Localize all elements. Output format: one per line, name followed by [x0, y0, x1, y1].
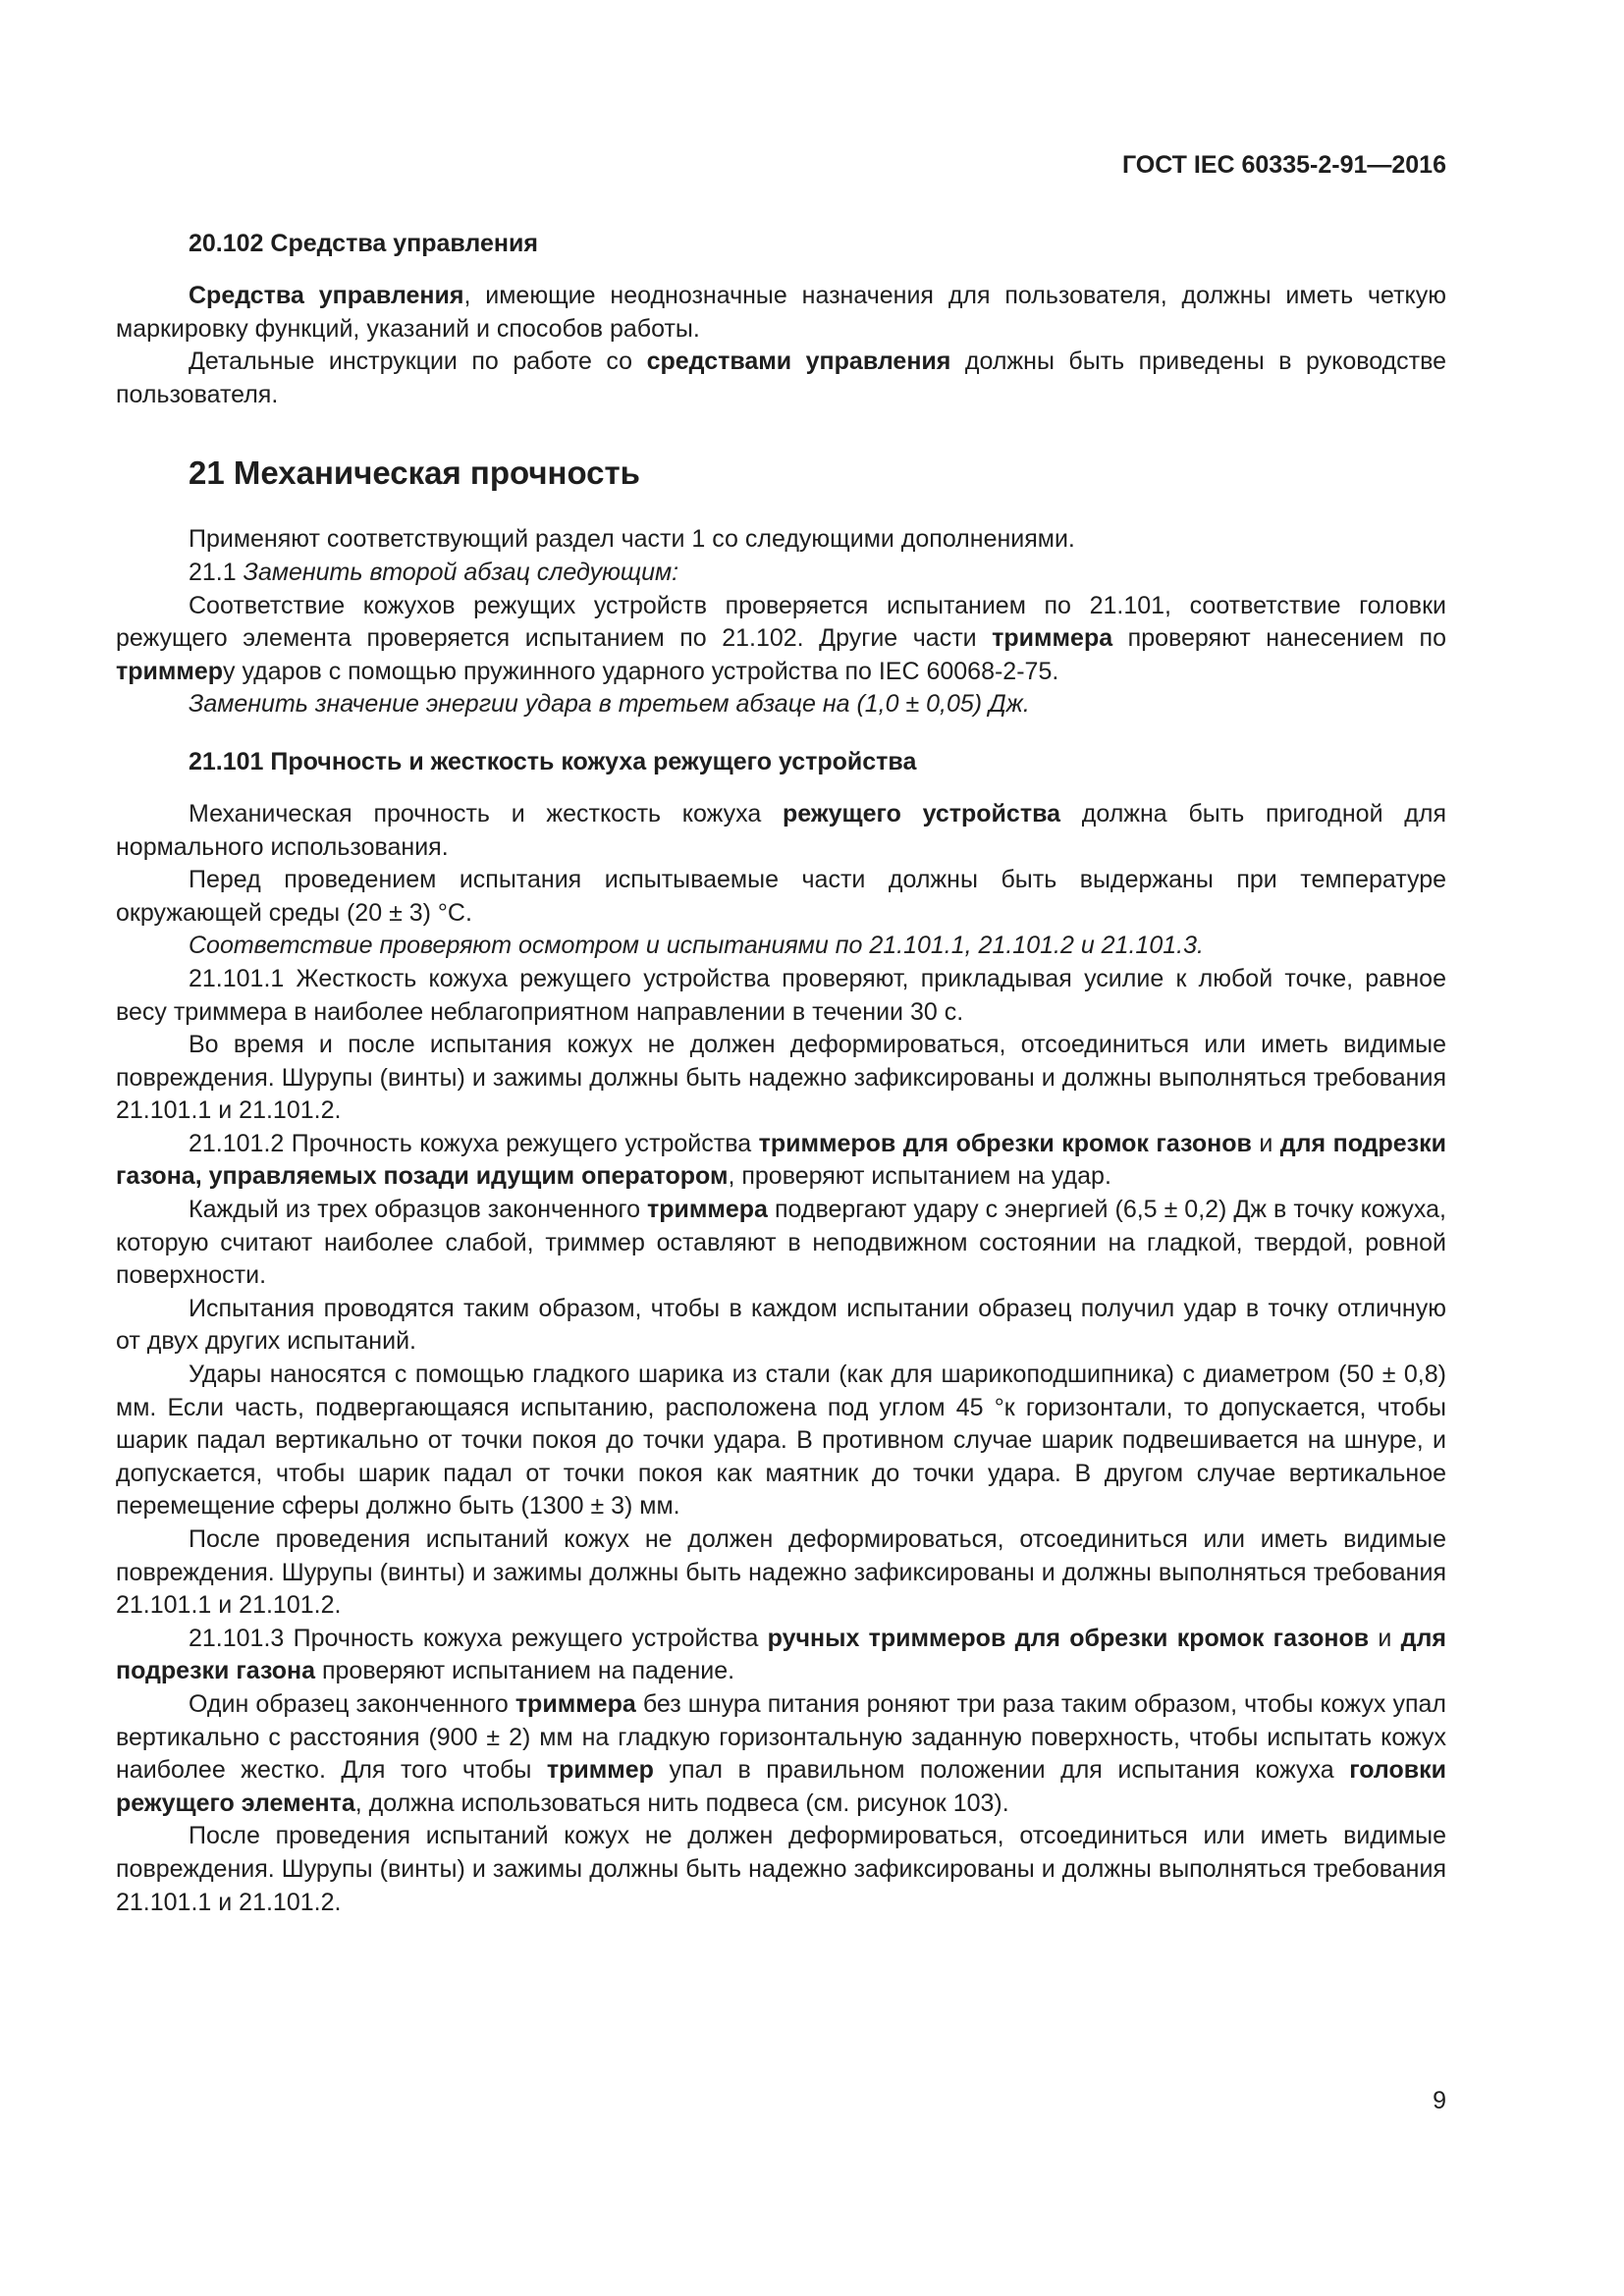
text-run: и: [1251, 1129, 1280, 1157]
text-run: Соответствие кожухов режущих устройств проверяется испытанием по 21.101, соответствие головки режущего элемента проверяется испытанием по 21.102. Другие части: [116, 591, 1446, 653]
text-run: без шнура питания роняют три раза таким образом, чтобы кожух упал вертикально с расстояния (900 ± 2) мм на гладкую горизонтальную заданную поверхность, чтобы испытать кожух наиболее жестко. Для того чтобы: [116, 1689, 1446, 1785]
paragraph: [116, 557, 1446, 590]
text-run: упал в правильном положении для испытания кожуха: [653, 1756, 1350, 1785]
text-run: , должна использоваться нить подвеса (см. рисунок 103).: [354, 1789, 1009, 1817]
paragraph: [116, 1194, 1446, 1293]
italic-text: Соответствие проверяют осмотром и испытаниями по 21.101.1, 21.101.2 и 21.101.3.: [189, 932, 1204, 960]
text-run: должна быть пригодной для нормального использования.: [116, 799, 1446, 861]
text-run: должны быть приведены в руководстве пользователя.: [116, 347, 1447, 408]
paragraph: [116, 590, 1446, 689]
italic-text: Заменить второй абзац следующим:: [243, 558, 679, 586]
paragraph: [116, 1359, 1446, 1523]
heading-20-102: 20.102 Средства управления: [189, 230, 538, 257]
paragraph: [116, 930, 1446, 963]
bold-term: триммер: [546, 1756, 654, 1785]
bold-term: триммера: [647, 1196, 768, 1224]
paragraph: [116, 1820, 1446, 1919]
text-run: Перед проведением испытания испытываемые части должны быть выдержаны при температуре окружающей среды (20 ± 3) °С.: [116, 866, 1446, 927]
text-run: После проведения испытаний кожух не должен деформироваться, отсоединиться или иметь видимые повреждения. Шурупы (винты) и зажимы должны быть надежно зафиксированы и должны выполняться требования 21.101.1 и 21.101.2.: [116, 1822, 1446, 1916]
text-run: Детальные инструкции по работе со: [189, 347, 647, 376]
paragraph: [116, 1688, 1446, 1820]
text-run: Во время и после испытания кожух не должен деформироваться, отсоединиться или иметь видимые повреждения. Шурупы (винты) и зажимы должны быть надежно зафиксированы и должны выполняться требования 21.101.1 и 21.101.2.: [116, 1031, 1446, 1125]
paragraph: [116, 1128, 1446, 1194]
text-run: у ударов с помощью пружинного ударного устройства по IEC 60068-2-75.: [223, 657, 1059, 685]
paragraph: [116, 688, 1446, 721]
text-run: , проверяют испытанием на удар.: [728, 1162, 1111, 1191]
paragraph: [116, 346, 1446, 411]
text-run: подвергают удару с энергией (6,5 ± 0,2) Дж в точку кожуха, которую считают наиболее слабой, триммер оставляют в неподвижном состоянии на гладкой, твердой, ровной поверхности.: [116, 1196, 1446, 1290]
text-run: 21.101.2 Прочность кожуха режущего устройства: [189, 1129, 759, 1157]
paragraph: [116, 798, 1446, 864]
bold-term: триммеров для обрезки кромок газонов: [758, 1129, 1252, 1157]
text-run: Каждый из трех образцов законченного: [189, 1196, 648, 1224]
text-run: Испытания проводятся таким образом, чтобы в каждом испытании образец получил удар в точку отличную от двух других испытаний.: [116, 1294, 1446, 1356]
italic-text: Заменить значение энергии удара в третьем абзаце на (1,0 ± 0,05) Дж.: [189, 690, 1030, 719]
text-run: Один образец законченного: [189, 1689, 515, 1718]
text-run: Механическая прочность и жесткость кожуха: [189, 799, 784, 828]
section-21-101-body: [116, 798, 1446, 1919]
text-run: и: [1369, 1624, 1401, 1652]
paragraph: [116, 523, 1446, 557]
heading-21: 21 Механическая прочность: [189, 454, 640, 492]
paragraph: [116, 280, 1446, 346]
bold-term: триммер: [116, 657, 224, 685]
bold-term: триммера: [992, 624, 1113, 653]
paragraph: [116, 1293, 1446, 1359]
paragraph: [116, 1623, 1446, 1688]
document-body: [116, 227, 1446, 1919]
paragraph: [116, 864, 1446, 930]
bold-term: для подрезки газона: [116, 1624, 1446, 1685]
heading-21-101: 21.101 Прочность и жесткость кожуха режущего устройства: [189, 747, 917, 775]
text-run: После проведения испытаний кожух не должен деформироваться, отсоединиться или иметь видимые повреждения. Шурупы (винты) и зажимы должны быть надежно зафиксированы и должны выполняться требования 21.101.1 и 21.101.2.: [116, 1525, 1446, 1620]
paragraph: [116, 1029, 1446, 1128]
bold-term: головки режущего элемента: [116, 1756, 1446, 1817]
text-run: проверяют нанесением по: [1112, 624, 1446, 653]
paragraph: [116, 963, 1446, 1029]
text-run: , имеющие неоднозначные назначения для пользователя, должны иметь четкую маркировку функций, указаний и способов работы.: [116, 282, 1447, 343]
text-run: Применяют соответствующий раздел части 1 со следующими дополнениями.: [189, 525, 1075, 554]
text-run: 21.1: [189, 558, 244, 586]
page-number: 9: [1433, 2087, 1446, 2114]
bold-term: Средства управления: [189, 282, 464, 309]
bold-term: триммера: [514, 1689, 636, 1718]
bold-term: для подрезки газона, управляемых позади идущим оператором: [116, 1129, 1446, 1191]
bold-term: режущего устройства: [783, 799, 1061, 828]
text-run: 21.101.3 Прочность кожуха режущего устройства: [189, 1624, 768, 1652]
document-code-header: ГОСТ IEC 60335-2-91—2016: [1121, 151, 1446, 179]
text-run: Удары наносятся с помощью гладкого шарика из стали (как для шарикоподшипника) с диаметром (50 ± 0,8) мм. Если часть, подвергающаяся испытанию, расположена под углом 45 °к горизонтали, то допускается, чтобы шарик падал вертикально от точки покоя до точки удара. В противном случае шарик подвешивается на шнуре, и допускается, чтобы шарик падал от точки покоя как маятник до точки удара. В другом случае вертикальное перемещение сферы должно быть (1300 ± 3) мм.: [116, 1361, 1446, 1521]
text-run: 21.101.1 Жесткость кожуха режущего устройства проверяют, прикладывая усилие к любой точке, равное весу триммера в наиболее неблагоприятном направлении в течении 30 с.: [116, 964, 1446, 1026]
bold-term: средствами управления: [646, 347, 951, 376]
text-run: проверяют испытанием на падение.: [315, 1657, 735, 1685]
bold-term: ручных триммеров для обрезки кромок газонов: [767, 1624, 1370, 1652]
paragraph: [116, 1523, 1446, 1623]
